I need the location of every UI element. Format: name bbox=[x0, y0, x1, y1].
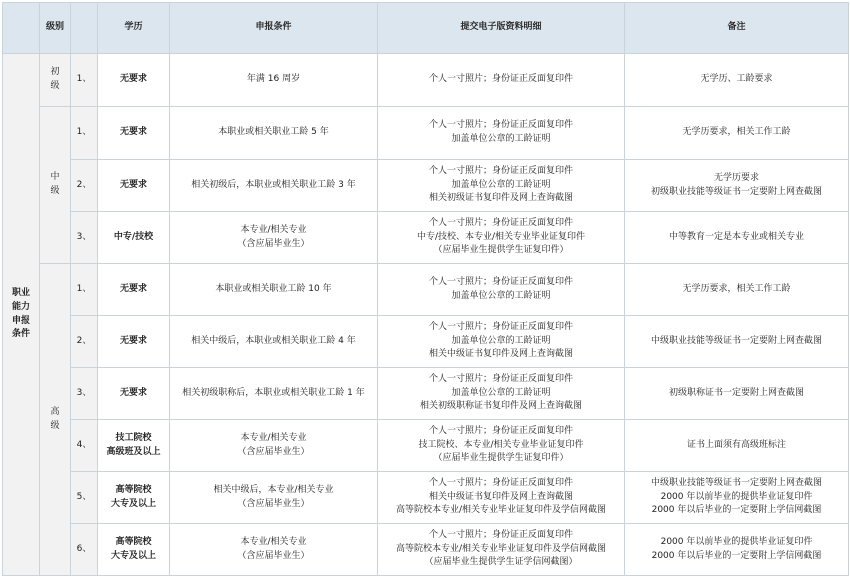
row-number: 1、 bbox=[71, 54, 98, 107]
materials-cell-line: （应届毕业生提供学生证复印件） bbox=[433, 453, 569, 464]
requirements-table bbox=[2, 2, 849, 576]
education-cell-line: 无要求 bbox=[119, 387, 147, 398]
header-materials: 提交电子版资料明细 bbox=[378, 3, 625, 54]
notes-cell bbox=[625, 316, 849, 368]
materials-cell-line: 加盖单位公章的工龄证明 bbox=[451, 134, 551, 144]
header-num-blank bbox=[71, 3, 98, 54]
level-cell: 高级 bbox=[40, 264, 71, 576]
notes-cell-line: 中级职业技能等级证书一定要附上网查截图 bbox=[650, 335, 822, 346]
materials-cell bbox=[378, 472, 625, 524]
materials-cell-line: 加盖单位公章的工龄证明 bbox=[451, 335, 551, 346]
notes-cell-line: 初级职称证书一定要附上网查截图 bbox=[668, 387, 804, 398]
materials-cell-line: 个人一寸照片；身份证正反面复印件 bbox=[428, 529, 573, 540]
level-cell: 初级 bbox=[40, 54, 71, 107]
materials-cell-line: 个人一寸照片；身份证正反面复印件 bbox=[428, 217, 573, 228]
materials-cell-line: 相关中级证书复印件及网上查询截图 bbox=[428, 349, 573, 360]
header-requirements: 申报条件 bbox=[170, 3, 378, 54]
education-cell-line: 大专及以上 bbox=[110, 550, 156, 561]
materials-cell-line: 个人一寸照片；身份证正反面复印件 bbox=[428, 373, 573, 384]
notes-cell bbox=[625, 368, 849, 420]
requirements-cell bbox=[170, 54, 378, 107]
materials-cell-line: 技工院校、本专业/相关专业毕业证复印件 bbox=[418, 439, 584, 450]
notes-cell bbox=[625, 264, 849, 316]
row-number: 1、 bbox=[71, 107, 98, 160]
notes-cell bbox=[625, 524, 849, 576]
notes-cell-line: 2000 年以前毕业的提供毕业证复印件 bbox=[660, 491, 813, 502]
requirements-cell-line: 年满 16 周岁 bbox=[246, 74, 301, 85]
notes-cell-line: 无学历要求 bbox=[713, 172, 759, 183]
education-cell bbox=[98, 472, 170, 524]
education-cell-line: 无要求 bbox=[119, 335, 147, 346]
materials-cell bbox=[378, 264, 625, 316]
notes-cell-line: 无学历要求，相关工作工龄 bbox=[682, 127, 791, 138]
row-number: 6、 bbox=[71, 524, 98, 576]
table-row bbox=[3, 472, 849, 524]
requirements-cell-line: 相关中级后，本专业/相关专业 bbox=[213, 484, 334, 495]
row-number: 3、 bbox=[71, 212, 98, 264]
materials-cell-line: 个人一寸照片；身份证正反面复印件 bbox=[428, 321, 573, 332]
materials-cell bbox=[378, 160, 625, 212]
level-cell: 中级 bbox=[40, 107, 71, 264]
header-level: 级别 bbox=[40, 3, 71, 54]
category-label: 职业能力申报条件 bbox=[3, 54, 40, 576]
requirements-cell bbox=[170, 316, 378, 368]
education-cell bbox=[98, 160, 170, 212]
requirements-cell-line: 相关初级后，本职业或相关职业工龄 3 年 bbox=[191, 179, 356, 190]
notes-cell bbox=[625, 420, 849, 472]
education-cell-line: 无要求 bbox=[119, 74, 147, 85]
row-number: 2、 bbox=[71, 160, 98, 212]
materials-cell-line: （应届毕业生提供学生证复印件） bbox=[433, 245, 569, 256]
notes-cell bbox=[625, 160, 849, 212]
row-number: 4、 bbox=[71, 420, 98, 472]
row-number: 1、 bbox=[71, 264, 98, 316]
education-cell bbox=[98, 420, 170, 472]
materials-cell-line: 个人一寸照片；身份证正反面复印件 bbox=[428, 165, 573, 176]
materials-cell-line: 相关初级证书复印件及网上查询截图 bbox=[428, 193, 573, 204]
requirements-cell bbox=[170, 368, 378, 420]
requirements-cell-line: （含应届毕业生） bbox=[237, 446, 310, 457]
materials-cell-line: 个人一寸照片；身份证正反面复印件 bbox=[428, 74, 573, 85]
requirements-cell-line: 相关初级职称后，本职业或相关职业工龄 1 年 bbox=[182, 387, 365, 398]
notes-cell-line: 初级职业技能等级证书一定要附上网查截图 bbox=[650, 186, 822, 197]
requirements-cell-line: 相关中级后，本职业或相关职业工龄 4 年 bbox=[191, 335, 356, 346]
education-cell-line: 无要求 bbox=[119, 127, 147, 138]
notes-cell-line: 证书上面须有高级班标注 bbox=[686, 439, 786, 450]
table-row bbox=[3, 160, 849, 212]
materials-cell-line: 个人一寸照片；身份证正反面复印件 bbox=[428, 120, 573, 131]
row-number: 5、 bbox=[71, 472, 98, 524]
requirements-cell bbox=[170, 472, 378, 524]
education-cell-line: 技工院校 bbox=[115, 432, 152, 443]
table-row bbox=[3, 107, 849, 160]
materials-cell-line: 中专/技校、本专业/相关专业毕业证复印件 bbox=[416, 231, 586, 242]
notes-cell-line: 2000 年以后毕业的一定要附上学信网截图 bbox=[651, 505, 822, 516]
requirements-cell-line: 本职业或相关职业工龄 5 年 bbox=[218, 127, 329, 138]
notes-cell-line: 无学历要求，相关工作工龄 bbox=[682, 283, 791, 294]
table-row bbox=[3, 524, 849, 576]
table-row bbox=[3, 54, 849, 107]
requirements-cell-line: （含应届毕业生） bbox=[237, 238, 310, 249]
materials-cell bbox=[378, 212, 625, 264]
notes-cell-line: 无学历、工龄要求 bbox=[700, 74, 773, 85]
row-number: 3、 bbox=[71, 368, 98, 420]
materials-cell-line: 高等院校本专业/相关专业毕业证复印件及学信网截图 bbox=[395, 505, 607, 516]
requirements-cell-line: 本专业/相关专业 bbox=[240, 224, 307, 235]
materials-cell bbox=[378, 524, 625, 576]
notes-cell-line: 2000 年以前毕业的提供毕业证复印件 bbox=[660, 536, 813, 547]
materials-cell bbox=[378, 316, 625, 368]
education-cell bbox=[98, 316, 170, 368]
education-cell-line: 大专及以上 bbox=[110, 498, 156, 509]
education-cell bbox=[98, 107, 170, 160]
requirements-cell bbox=[170, 524, 378, 576]
requirements-cell-line: （含应届毕业生） bbox=[237, 498, 310, 509]
table-body bbox=[3, 54, 849, 576]
materials-cell bbox=[378, 54, 625, 107]
notes-cell-line: 中级职业技能等级证书一定要附上网查截图 bbox=[650, 477, 822, 488]
notes-cell bbox=[625, 212, 849, 264]
requirements-cell-line: 本专业/相关专业 bbox=[240, 432, 307, 443]
table-row bbox=[3, 368, 849, 420]
education-cell-line: 高级班及以上 bbox=[106, 446, 161, 457]
materials-cell-line: 个人一寸照片；身份证正反面复印件 bbox=[428, 425, 573, 436]
materials-cell bbox=[378, 107, 625, 160]
education-cell bbox=[98, 54, 170, 107]
education-cell bbox=[98, 264, 170, 316]
materials-cell-line: 高等院校本专业/相关专业毕业证复印件及学信网截图 bbox=[395, 543, 607, 554]
header-row bbox=[3, 3, 849, 54]
materials-cell bbox=[378, 368, 625, 420]
requirements-cell bbox=[170, 107, 378, 160]
education-cell bbox=[98, 524, 170, 576]
notes-cell bbox=[625, 54, 849, 107]
education-cell-line: 无要求 bbox=[119, 179, 147, 190]
materials-cell-line: 个人一寸照片；身份证正反面复印件 bbox=[428, 477, 573, 488]
notes-cell-line: 2000 年以后毕业的一定要附上学信网截图 bbox=[651, 550, 822, 561]
education-cell bbox=[98, 212, 170, 264]
requirements-cell bbox=[170, 160, 378, 212]
materials-cell-line: 加盖单位公章的工龄证明 bbox=[451, 387, 551, 398]
education-cell-line: 高等院校 bbox=[115, 536, 152, 547]
table-row bbox=[3, 420, 849, 472]
row-number: 2、 bbox=[71, 316, 98, 368]
materials-cell-line: 加盖单位公章的工龄证明 bbox=[451, 179, 551, 190]
education-cell-line: 无要求 bbox=[119, 283, 147, 294]
table-row bbox=[3, 212, 849, 264]
materials-cell bbox=[378, 420, 625, 472]
table-row bbox=[3, 316, 849, 368]
education-cell bbox=[98, 368, 170, 420]
notes-cell-line: 中等教育一定是本专业或相关专业 bbox=[668, 231, 804, 242]
requirements-cell-line: 本职业或相关职业工龄 10 年 bbox=[215, 283, 332, 294]
notes-cell bbox=[625, 472, 849, 524]
requirements-cell bbox=[170, 212, 378, 264]
materials-cell-line: 相关中级证书复印件及网上查询截图 bbox=[428, 491, 573, 502]
header-education: 学历 bbox=[98, 3, 170, 54]
materials-cell-line: 个人一寸照片；身份证正反面复印件 bbox=[428, 276, 573, 287]
materials-cell-line: （应届毕业生提供学生证学信网截图） bbox=[424, 557, 578, 568]
materials-cell-line: 相关初级职称证书复印件及网上查询截图 bbox=[419, 401, 582, 412]
requirements-cell bbox=[170, 264, 378, 316]
requirements-cell-line: 本专业/相关专业 bbox=[240, 536, 307, 547]
materials-cell-line: 加盖单位公章的工龄证明 bbox=[451, 290, 551, 301]
header-notes: 备注 bbox=[625, 3, 849, 54]
requirements-cell bbox=[170, 420, 378, 472]
table-row bbox=[3, 264, 849, 316]
header-blank bbox=[3, 3, 40, 54]
education-cell-line: 高等院校 bbox=[115, 484, 152, 495]
education-cell-line: 中专/技校 bbox=[113, 231, 154, 242]
notes-cell bbox=[625, 107, 849, 160]
requirements-cell-line: （含应届毕业生） bbox=[237, 550, 310, 561]
